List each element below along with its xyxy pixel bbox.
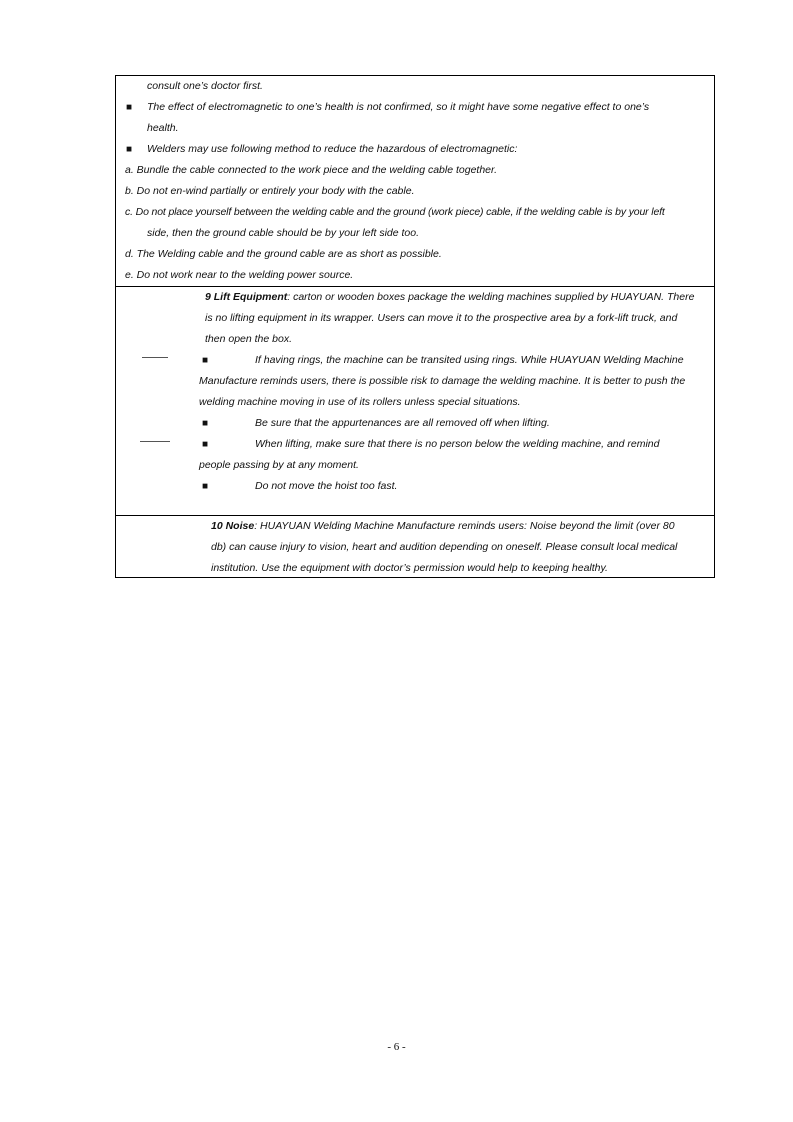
em-effect-text: The effect of electromagnetic to one’s health is not confirmed, so it might have some negative effect to one’s bbox=[147, 101, 650, 113]
bullet-square-icon: ■ bbox=[202, 439, 209, 450]
method-item-d: d. The Welding cable and the ground cable are as short as possible. bbox=[125, 248, 442, 260]
bullet-square-icon: ■ bbox=[202, 355, 209, 366]
lift-intro-line-3: then open the box. bbox=[205, 333, 292, 345]
noise-line-1 bbox=[211, 516, 675, 537]
em-hazard-section bbox=[115, 75, 715, 287]
lift-equipment-section bbox=[115, 286, 715, 516]
rings-text: If having rings, the machine can be transited using rings. While HUAYUAN Welding Machine bbox=[255, 354, 684, 366]
no-person-below-text: When lifting, make sure that there is no person below the welding machine, and remind bbox=[255, 438, 660, 450]
rings-text-cont-1: Manufacture reminds users, there is possible risk to damage the welding machine. It is better to push the bbox=[199, 375, 686, 387]
lift-intro-line-1 bbox=[205, 287, 694, 308]
bullet-square-icon: ■ bbox=[202, 418, 209, 429]
noise-section bbox=[115, 515, 715, 578]
bullet-square-icon: ■ bbox=[126, 102, 133, 113]
em-effect-text-cont: health. bbox=[147, 122, 179, 134]
noise-line-2: db) can cause injury to vision, heart and audition depending on oneself. Please consult local medical bbox=[211, 541, 678, 553]
doctor-advice-line: consult one’s doctor first. bbox=[147, 80, 263, 92]
em-method-text: Welders may use following method to reduce the hazardous of electromagnetic: bbox=[147, 143, 518, 155]
no-person-below-text-cont: people passing by at any moment. bbox=[199, 459, 359, 471]
lift-heading: 9 Lift Equipment bbox=[205, 291, 288, 303]
appurtenances-text: Be sure that the appurtenances are all removed off when lifting. bbox=[255, 417, 550, 429]
bullet-square-icon: ■ bbox=[126, 144, 133, 155]
hoist-speed-text: Do not move the hoist too fast. bbox=[255, 480, 398, 492]
scan-mark bbox=[142, 357, 168, 358]
lift-intro-line-2: is no lifting equipment in its wrapper. Users can move it to the prospective area by a fork-lift truck, and bbox=[205, 312, 678, 324]
noise-heading: 10 Noise bbox=[211, 520, 255, 532]
page-number: - 6 - bbox=[387, 1041, 406, 1053]
method-item-a: a. Bundle the cable connected to the work piece and the welding cable together. bbox=[125, 164, 498, 176]
method-item-b: b. Do not en-wind partially or entirely your body with the cable. bbox=[125, 185, 415, 197]
lift-intro-text: : carton or wooden boxes package the welding machines supplied by HUAYUAN. There bbox=[287, 291, 695, 303]
noise-line-3: institution. Use the equipment with doctor’s permission would help to keeping healthy. bbox=[211, 562, 608, 574]
noise-intro-text: : HUAYUAN Welding Machine Manufacture reminds users: Noise beyond the limit (over 80 bbox=[254, 520, 675, 532]
method-item-c: c. Do not place yourself between the welding cable and the ground (work piece) cable, if the welding cable is by your left bbox=[125, 206, 665, 218]
scan-mark bbox=[140, 441, 170, 442]
method-item-c-cont: side, then the ground cable should be by your left side too. bbox=[147, 227, 420, 239]
bullet-square-icon: ■ bbox=[202, 481, 209, 492]
method-item-e: e. Do not work near to the welding power source. bbox=[125, 269, 354, 281]
rings-text-cont-2: welding machine moving in use of its rollers unless special situations. bbox=[199, 396, 521, 408]
